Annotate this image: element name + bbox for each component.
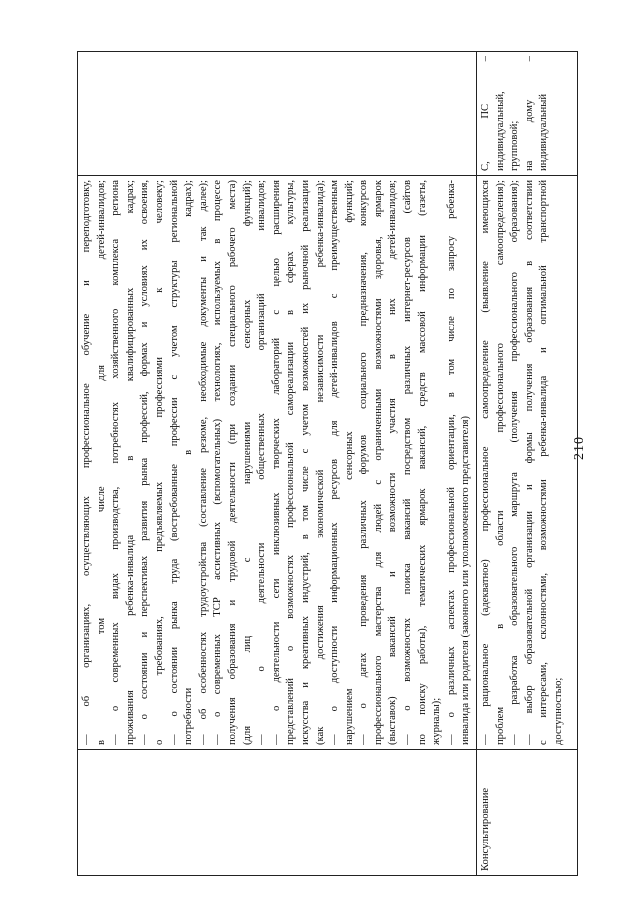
text-line: — об организациях, осуществляющих профессиональное обучение и переподготовку,: [81, 180, 92, 745]
text-line: — о различных аспектах профессиональной ориентации, в том числе по запросу ребенка-: [445, 180, 457, 745]
text-line: журналы);: [431, 697, 443, 745]
text-line: — о современных видах производства, потребностях хозяйственного комплекса региона: [110, 180, 122, 745]
text-line: (выставок) вакансий и возможности участия в них детей-инвалидов;: [387, 180, 399, 745]
text-line: потребности в кадрах);: [183, 180, 195, 745]
text-line: — разработка образовательного маршрута (получения профессионального образования);: [509, 180, 521, 745]
text-line: профессионального мастерства для людей с ограниченными возможностями здоровья, ярмарок: [372, 180, 384, 745]
text-line: — рациональное (адекватное) профессиональное самоопределение (выявление имеющихся: [480, 180, 492, 745]
text-line: С, ПС –: [480, 56, 492, 171]
services-table: [77, 51, 578, 876]
text-line: (как достижения экономической независимости ребенка-инвалида);: [314, 180, 326, 745]
page-number: 210: [572, 436, 587, 460]
text-line: с интересами, склонностями, возможностями ребенка-инвалида и оптимальной транспортной: [538, 180, 550, 745]
text-line: в том числе для детей-инвалидов;: [95, 180, 107, 745]
form-lines: [479, 56, 552, 171]
content-lines: [80, 180, 474, 745]
text-line: представлений о возможностях профессиональной самореализации в сферах культуры,: [285, 180, 297, 745]
text-line: — о возможностях поиска вакансий посредством различных интернет-ресурсов (сайтов: [402, 180, 414, 745]
text-line: проживания ребенка-инвалида в квалифицированных кадрах;: [124, 180, 136, 745]
text-line: — о деятельности сети инклюзивных творческих лабораторий с целью расширения: [270, 180, 282, 745]
rotated-page: [77, 52, 564, 876]
text-line: — о доступности информационных ресурсов для детей-инвалидов с преимущественным: [329, 180, 341, 745]
service-content-cell: [477, 176, 578, 750]
text-line: — о состоянии и перспективах развития рынка профессий, формах и условиях их освоения,: [139, 180, 151, 745]
text-line: индивидуальный: [538, 94, 550, 171]
text-line: индивидуальный,: [494, 91, 506, 171]
text-line: получения образования и трудовой деятельности (при создании специального рабочего места): [226, 180, 238, 745]
text-line: — об особенностях трудоустройства (составление резюме, необходимые документы и так далее);: [197, 180, 209, 745]
text-line: доступностью;: [553, 677, 564, 745]
service-content-cell: [78, 176, 477, 750]
text-line: — выбор образовательной организации и формы получения образования в соответствии: [523, 180, 535, 745]
text-line: нарушением сенсорных функций;: [343, 180, 355, 745]
text-line: на дому –: [523, 56, 535, 171]
text-line: по поиску работы), тематических ярмарок вакансий, средств массовой информации (газеты,: [416, 180, 428, 745]
text-line: — о современных ТСР ассистивных (вспомогательных) технологиях, используемых в процессе: [212, 180, 224, 745]
text-line: проблем в области профессионального самоопределения);: [494, 180, 506, 745]
text-line: (для лиц с нарушениями сенсорных функций);: [241, 180, 253, 745]
form-cell: [78, 52, 477, 176]
text-line: групповой;: [509, 120, 521, 171]
text-line: искусства и креативных индустрий, в том числе с учетом возможностей их рыночной реализации: [299, 180, 311, 745]
text-line: инвалида или родителя (законного или уполномоченного представителя): [460, 415, 472, 745]
text-line: о требованиях, предъявляемых профессиями к человеку;: [153, 180, 165, 745]
service-label-cell: Консультирование: [477, 750, 578, 876]
text-line: — о датах проведения различных форумов социального предназначения, конкурсов: [358, 180, 370, 745]
text-line: — о деятельности общественных организаций инвалидов;: [256, 180, 268, 745]
table-row: [477, 52, 578, 876]
content-lines: [479, 180, 567, 745]
text-line: — о состоянии рынка труда (востребованные профессии с учетом структуры региональной: [168, 180, 180, 745]
service-label-cell: [78, 750, 477, 876]
table-row: [78, 52, 477, 876]
form-cell: [477, 52, 578, 176]
